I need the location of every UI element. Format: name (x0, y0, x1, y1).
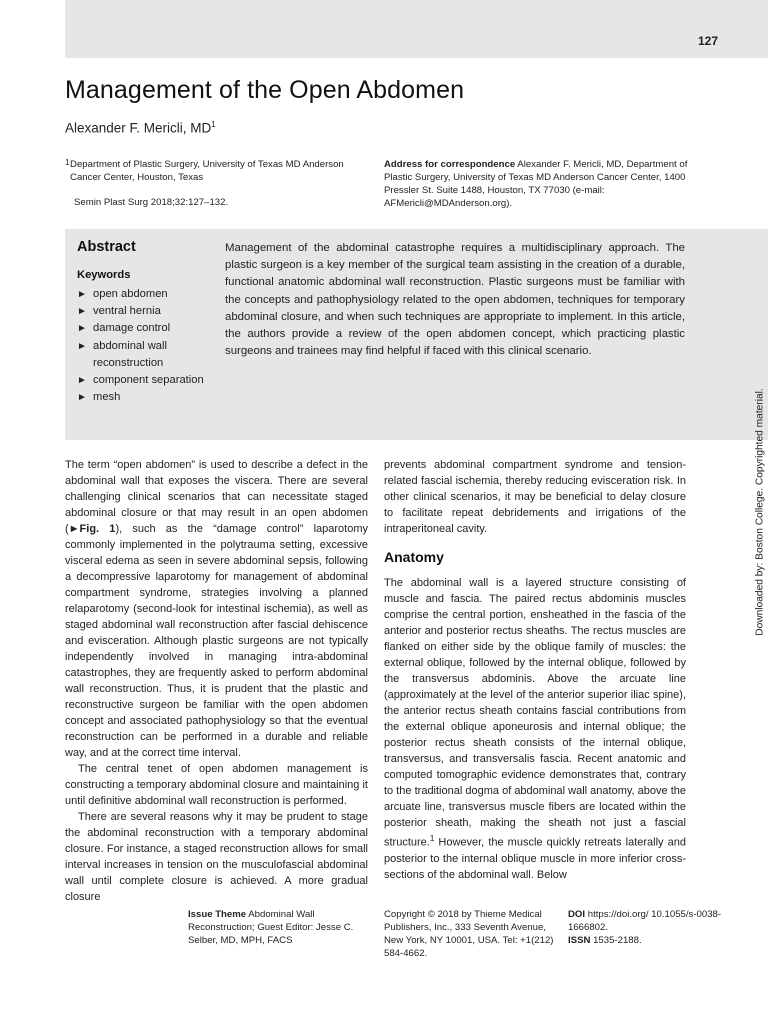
arrow-icon: ► (77, 340, 87, 352)
keyword-item (77, 286, 207, 303)
keyword-text: damage control (93, 322, 171, 335)
keyword-item (77, 303, 207, 320)
abstract-box (65, 229, 768, 440)
arrow-icon: ► (77, 375, 87, 387)
body-paragraph: The term “open abdomen” is used to describe a defect in the abdominal wall that exposes the viscera. There are several challenging clinical scenarios that can necessitate staged abdominal closure or that may result in an open abdomen (►Fig. 1), such as the “damage control” laparotomy commonly implemented in the polytrauma setting, excessive visceral edema as seen in severe abdominal sepsis, following a decompressive laparotomy for management of abdominal compartment syndrome, strategies involving a planned relaparotomy (second-look for intestinal ischemia), as well as staged abdominal wall reconstruction after fascial dehiscence and evisceration. Although plastic surgeons are not typically independently involved in managing intra-abdominal catastrophes, they are frequently asked to perform abdominal wall reconstruction. Thus, it is prudent that the plastic and reconstructive surgeon be familiar with the open abdomen concept and associated pathophysiology so that the eventual reconstruction can be performed in a durable and reliable way, and at the correct time interval. (65, 459, 368, 759)
keyword-text: abdominal wall reconstruction (93, 339, 168, 369)
journal-citation: Semin Plast Surg 2018;32:127–132. (74, 197, 229, 208)
keyword-text: component separation (93, 374, 204, 387)
body-column-right (384, 457, 686, 883)
keyword-item (77, 389, 207, 406)
correspondence-label: Address for correspondence (384, 159, 516, 170)
author-line (65, 120, 216, 136)
figure-link[interactable]: ►Fig. 1 (68, 523, 116, 535)
footer-copyright: Copyright © 2018 by Thieme Medical Publishers, Inc., 333 Seventh Avenue, New York, NY 10001, USA. Tel: +1(212) 584-4662. (384, 909, 554, 959)
section-heading-anatomy: Anatomy (384, 549, 444, 565)
download-watermark: Downloaded by: Boston College. Copyrighted material. (754, 388, 766, 636)
keyword-text: mesh (93, 391, 121, 404)
body-paragraph: There are several reasons why it may be prudent to stage the abdominal reconstruction with a temporary abdominal closure. For instance, a staged reconstruction allows for small interval increases in tension on the musculofascial abdominal wall until complete closure is achieved. A more gradual closure (65, 811, 368, 903)
keyword-item (77, 338, 207, 372)
keyword-text: ventral hernia (93, 305, 161, 318)
correspondence-text: Alexander F. Mericli, MD, Department of Plastic Surgery, University of Texas MD Anderson Cancer Center, 1400 Pressler St. Suite 1488, Houston, TX 77030 (e-mail: AFMericli@MDAnderson.org). (384, 159, 688, 209)
keyword-item (77, 320, 207, 337)
reference-marker[interactable]: 1 (429, 834, 435, 843)
author-name: Alexander F. Mericli, MD (65, 120, 212, 136)
body-paragraph: prevents abdominal compartment syndrome and tension-related fascial ischemia, thereby reducing evisceration risk. In other clinical scenarios, it may be beneficial to delay closure to facilitate repeat debridements and irrigations of the intraperitoneal cavity. (384, 459, 686, 535)
doi-label: DOI (568, 909, 586, 920)
keyword-item (77, 372, 207, 389)
header-band (65, 0, 768, 58)
affiliation-marker: 1 (65, 158, 70, 167)
arrow-icon: ► (77, 323, 87, 335)
author-affiliation-marker: 1 (211, 120, 216, 129)
arrow-icon: ► (77, 306, 87, 318)
article-title: Management of the Open Abdomen (65, 76, 465, 104)
arrow-icon: ► (77, 392, 87, 404)
keyword-text: open abdomen (93, 288, 168, 300)
body-paragraph: The central tenet of open abdomen management is constructing a temporary abdominal closure and maintaining it until definitive abdominal wall reconstruction is performed. (65, 763, 368, 807)
abstract-heading: Abstract (77, 239, 136, 255)
footer-issue-theme (188, 908, 368, 947)
abstract-text: Management of the abdominal catastrophe requires a multidisciplinary approach. The plastic surgeon is a key member of the surgical team assisting in the creation of a durable, functional anatomic abdominal wall reconstruction. Plastic surgeons must be familiar with the concepts and pathophysiology related to the open abdomen, techniques for temporary abdominal closure, and when such techniques are appropriate to implement. In this article, the authors provide a review of the open abdomen concept, which practicing plastic surgeons and trainees may find helpful if faced with this clinical scenario. (225, 242, 685, 358)
footer-identifiers (568, 908, 748, 947)
keywords-heading: Keywords (77, 269, 131, 281)
issue-theme-text: Abdominal Wall Reconstruction; Guest Editor: Jesse C. Selber, MD, MPH, FACS (188, 909, 354, 946)
body-paragraph: The abdominal wall is a layered structure consisting of muscle and fascia. The paired rectus abdominis muscles comprise the central portion, ensheathed in the fascia of the anterior and posterior rectus sheaths. The rectus muscles are flanked on either side by the oblique family of muscles: the external oblique, followed by the internal oblique, followed by the transversus abdominis. Above the arcuate line (approximately at the level of the anterior superior iliac spine), the anterior rectus sheath contains fascial contributions from the external oblique aponeurosis and internal oblique; the posterior rectus sheath consists of the internal oblique, transversus, and transversalis fascia. Recent anatomic and computed tomographic evidence demonstrates that, contrary to the traditional dogma of abdominal wall anatomy, above the arcuate line, transversus muscle fibers are located within the posterior sheath, making the sheath not just a fascial structure.$^1$ However, the muscle quickly retreats laterally and posterior to the internal oblique muscle in more inferior cross-sections of the abdominal wall. Below (384, 577, 686, 881)
body-column-left (65, 457, 368, 905)
affiliation-text: Department of Plastic Surgery, University of Texas MD Anderson Cancer Center, Houston, Texas (70, 159, 344, 183)
correspondence-address (384, 158, 694, 210)
affiliation (65, 158, 365, 184)
keywords-list (77, 286, 207, 406)
doi-link[interactable]: https://doi.org/ 10.1055/s-0038-1666802. (568, 909, 722, 933)
arrow-icon: ► (77, 289, 87, 300)
issue-theme-label: Issue Theme (188, 909, 247, 920)
issn-label: ISSN (568, 935, 591, 946)
page-number: 127 (697, 34, 718, 48)
issn-value: 1535-2188. (593, 935, 642, 946)
